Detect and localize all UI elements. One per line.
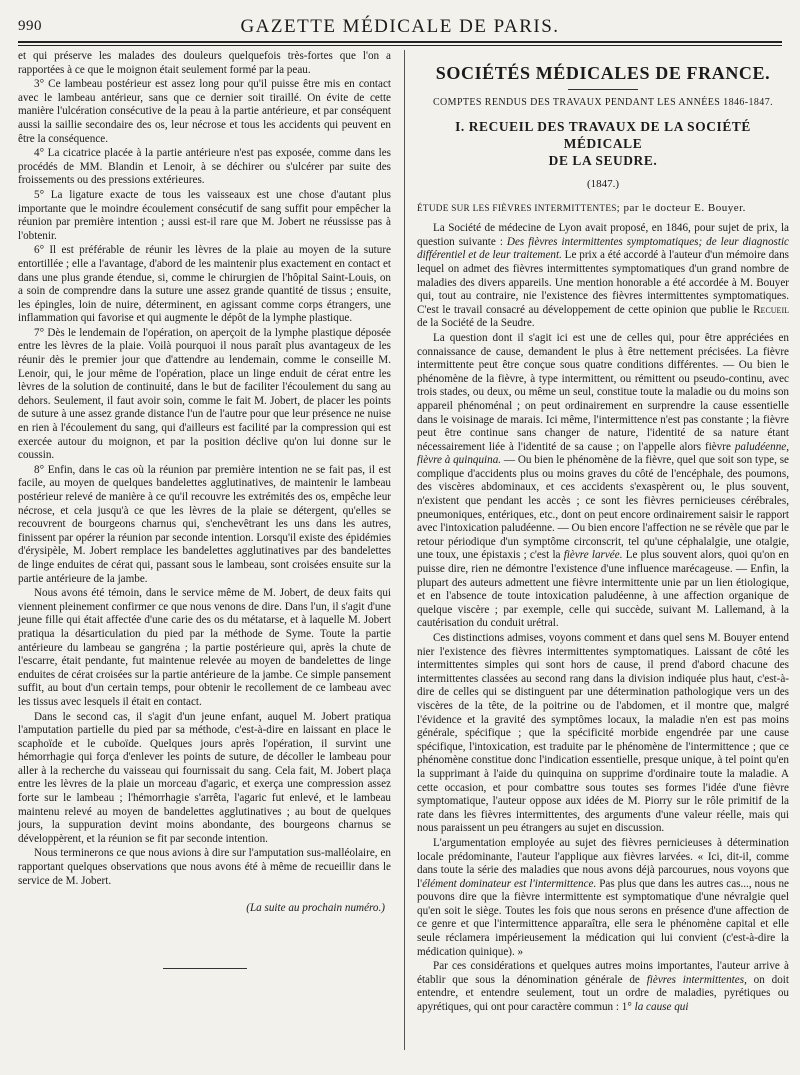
left-paragraph: Nous terminerons ce que nous avions à dire sur l'amputation sus-malléolaire, en rapportant quelques observations que nous avons été à même de recueillir dans le service de M. Jobert. bbox=[18, 847, 391, 887]
smallcaps-run: Recueil bbox=[753, 303, 789, 316]
header-rule-thin bbox=[18, 45, 782, 46]
emphasis-run: paludéenne, fièvre à quinquina. bbox=[417, 440, 789, 467]
section-heading: SOCIÉTÉS MÉDICALES DE FRANCE. bbox=[435, 63, 771, 83]
article-end-rule bbox=[163, 968, 247, 969]
header-rule-thick bbox=[18, 41, 782, 43]
text-run: , on doit entendre, et entendre seulement, tout un ordre de maladies, pyrétiques ou apyrétiques, qui ont pour caractère commun : 1° bbox=[417, 973, 789, 1014]
left-paragraph: Nous avons été témoin, dans le service même de M. Jobert, de deux faits qui viennent pleinement confirmer ce que nous venons de dire. Dans l'un, il s'agit d'une jeune fille qui était affectée d'une carie des os du métatarse, et à laquelle M. Jobert pratiqua la désarticulation du pied par la méthode de Syme. Toute la partie antérieure du lambeau se gangréna ; la partie postérieure qui, après la chute de l'escarre, était pendante, fut maintenue relevée au moyen de bandelettes de linge enduites de cérat croisées sur la partie antérieure de la jambe. Ce simple pansement suffit, au bout d'un certain temps, pour obtenir le recollement de ce lambeau avec les tissus avec lesquels il était en contact. bbox=[18, 587, 391, 708]
study-label: ÉTUDE SUR LES FIÈVRES INTERMITTENTES bbox=[417, 202, 617, 213]
right-paragraph bbox=[417, 332, 789, 631]
study-title bbox=[417, 202, 789, 216]
left-paragraph: 4° La cicatrice placée à la partie antérieure n'est pas exposée, comme dans les procédés de MM. Blandin et Lenoir, à se déchirer ou s'ulcérer par suite des froissements ou des pressions extérieures. bbox=[18, 147, 391, 187]
left-paragraph: 7° Dès le lendemain de l'opération, on aperçoit de la lymphe plastique déposée entre les lèvres de la plaie. Voilà pourquoi il nous paraît plus avantageux de les réunir dès le premier jour que d'attendre au lendemain, comme le conseille M. Lenoir, qui, le jour même de l'opération, place un linge enduit de cérat entre les lèvres de la solution de continuité, dans le but de faciliter l'écoulement du sang au dehors. Seulement, il faut avoir soin, comme le fait M. Jobert, de placer les points de suture à une assez grande distance l'un de l'autre pour que leur présence ne nuise en rien à l'écoulement du sang, qui d'ailleurs est facilité par la compression qui est exercée autour du moignon, et par la position déclive qu'on lui donne sur le coussin. bbox=[18, 326, 391, 462]
left-paragraph: 3° Ce lambeau postérieur est assez long pour qu'il puisse être mis en contact avec le lambeau antérieur, sans que ce dernier soit tiraillé. On évite de cette manière l'ulcération consécutive de la peau à la partie antérieure, et par conséquent aussi la saillie secondaire des os, leur nécrose et tous les accidents qui peuvent en être la conséquence. bbox=[18, 78, 391, 145]
right-column bbox=[417, 50, 789, 1015]
text-run: Le plus souvent alors, quoi qu'on en puisse dire, rien ne démontre l'existence d'une influence marécageuse. — Enfin, la plupart des auteurs admettent une fièvre intermittente unie par un lien étiologique, et en l'absence de toute intoxication paludéenne, à une affection organique de quelque viscère ; par exemple, celle qui succède, suivant M. Lallemand, à la cautérisation du conduit urétral. bbox=[417, 549, 789, 630]
continued-note: (La suite au prochain numéro.) bbox=[246, 902, 385, 915]
left-paragraph: Dans le second cas, il s'agit d'un jeune enfant, auquel M. Jobert pratiqua l'amputation partielle du pied par sa méthode, c'est-à-dire en laissant en place le scaphoïde et le cuboïde. Quelques jours après l'opération, il survint une hémorrhagie qui força d'enlever les points de suture, de décoller le lambeau pour aller à la recherche du vaisseau qui fournissait du sang. Cela fait, M. Jobert plaça entre les lèvres de la plaie un morceau d'agaric, et exerça une compression assez forte sur le lambeau ; l'hémorrhagie s'arrêta, l'agaric fut enlevé, et le lambeau maintenu relevé au moyen de bandelettes agglutinatives ; au bout de quelques jours, la suppuration devint moins abondante, des bourgeons charnus se développèrent, et la réunion se fit par seconde intention. bbox=[18, 710, 391, 845]
page-header bbox=[18, 14, 782, 40]
left-paragraph: et qui préserve les malades des douleurs quelquefois très-fortes que l'on a rapportées à ce que le moignon était seulement formé par la peau. bbox=[18, 50, 391, 76]
society-title bbox=[417, 118, 789, 169]
section-heading-rule bbox=[568, 89, 638, 90]
left-paragraph: 5° La ligature exacte de tous les vaisseaux est une chose d'autant plus importante que le moindre écoulement consécutif de sang suffit pour empêcher la réunion par première intention ; aussi est-il rare que M. Jobert ne réussisse pas à l'obtenir. bbox=[18, 188, 391, 242]
emphasis-run: la cause qui bbox=[634, 1001, 689, 1014]
society-title-line2: DE LA SEUDRE. bbox=[548, 153, 658, 168]
column-divider bbox=[404, 50, 405, 1050]
text-run: — Ou bien le phénomène de la fièvre, quel que soit son type, se complique d'accidents plus ou moins graves du côté de l'encéphale, des poumons, des viscères abdominaux, et ces accidents s'exaspèrent ou, le plus souvent, n'existent que pendant les accès ; ce sont les fièvres pernicieuses cérébrales, pneumoniques, entériques, etc., dont on peut encore ordinairement saisir le rapport avec l'intoxication paludéenne. — Ou bien encore l'affection ne se révèle que par le retour périodique d'un symptôme circonscrit, tel qu'une céphalalgie, une otalgie, une toux, une épistaxis ; c'est la bbox=[417, 454, 789, 562]
journal-title: GAZETTE MÉDICALE DE PARIS. bbox=[240, 16, 560, 37]
study-author: ; par le docteur E. Bouyer. bbox=[616, 201, 746, 214]
right-paragraph: Ces distinctions admises, voyons comment et dans quel sens M. Bouyer entend nier l'existence des fièvres intermittentes symptomatiques. Laissant de côté les intermittentes simples qui sont hors de cause, il prend d'abord chacune des intermittentes classées au second rang dans la division indiquée plus haut, c'est-à-dire de celles qui se distinguent par une détermination pathologique vers un des viscères de la tête, de la poitrine ou de l'abdomen, et il montre que, malgré l'évidence et la gravité des symptômes locaux, la maladie n'en est pas moins générale, spécifique ; que la spécificité morbide engendrée par une cause spécifique, l'intoxication, est traduite par le phénomène de l'intermittence ; que ce phénomène constitue donc l'indication essentielle, presque unique, à tel point qu'en la supprimant à l'aide du quinquina on supprime d'ordinaire toute la maladie. A cette occasion, et pour combattre sous toutes ses formes l'idée d'une fièvre symptomatique, l'auteur oppose aux idées de M. Piorry sur le rôle primitif de la rate dans les fièvres intermittentes, des arguments d'une valeur réelle, mais qui nous paraissent un peu étrangers au sujet en discussion. bbox=[417, 632, 789, 835]
text-run: de la Société de la Seudre. bbox=[417, 317, 535, 330]
right-paragraph bbox=[417, 837, 789, 959]
section-subheading: COMPTES RENDUS DES TRAVAUX PENDANT LES ANNÉES 1846-1847. bbox=[432, 97, 774, 108]
report-year: (1847.) bbox=[586, 178, 620, 190]
left-paragraph: 6° Il est préférable de réunir les lèvres de la plaie au moyen de la suture entortillée ; elle a l'avantage, d'abord de les maintenir plus exactement en contact et dans une plus grande étendue, si, comme le chirurgien de l'hôpital Saint-Louis, on a soin de comprendre dans la suture une assez grande quantité de tissus ; ensuite, les épingles, loin de nuire, déterminent, en agissant comme corps étrangers, une inflammation qui favorise et qui augmente le dépôt de la lymphe plastique. bbox=[18, 244, 391, 325]
left-column bbox=[18, 50, 391, 969]
society-title-line1: I. RECUEIL DES TRAVAUX DE LA SOCIÉTÉ MÉDICALE bbox=[455, 119, 751, 151]
left-paragraph: 8° Enfin, dans le cas où la réunion par première intention ne se fait pas, il est facile, au moyen de quelques bandelettes agglutinatives, de maintenir le lambeau postérieur relevé de manière à ce qu'il recouvre les extrémités des os, empêche leur nécrose, et cela jusqu'à ce que les lèvres de la plaie se détergent, qu'elles se recouvrent de bourgeons charnus qui, s'enchevêtrant les uns dans les autres, finissent par opérer la réunion par seconde intention. Lorsqu'il existe des épidémies d'érysipèle, M. Jobert remplace les bandelettes agglutinatives par des bandelettes de linge enduites de cérat qui, passant sous le lambeau, sont croisées ensuite sur la partie antérieure de la jambe. bbox=[18, 463, 391, 585]
text-run: La Société de médecine de Lyon avait proposé, en 1846, pour sujet de prix, la question suivante : bbox=[417, 222, 789, 248]
text-run: Par ces considérations et quelques autres moins importantes, l'auteur arrive à établir que sous la dénomination générale de bbox=[417, 960, 789, 986]
right-paragraph bbox=[417, 960, 789, 1014]
emphasis-run: fièvre larvée. bbox=[563, 549, 623, 562]
text-run: Le prix a été accordé à l'auteur d'un mémoire dans lequel on admet des fièvres intermittentes symptomatiques d'un grand nombre de maladies des divers appareils. Une mention honorable a été accordée à M. Bouyer qui, tout au contraire, nie l'existence des fièvres intermittentes symptomatiques. C'est le travail consacré au développement de cette opinion que publie le bbox=[417, 249, 789, 316]
emphasis-run: fièvres intermittentes bbox=[646, 973, 745, 986]
emphasis-run: Des fièvres intermittentes symptomatiques; de leur diagnostic différentiel et de leur traitement. bbox=[417, 235, 789, 262]
page-number: 990 bbox=[18, 18, 42, 34]
right-paragraph bbox=[417, 222, 789, 331]
text-run: L'argumentation employée au sujet des fièvres pernicieuses à détermination locale prédominante, l'auteur l'applique aux fièvres larvées. « Ici, dit-il, comme dans toute la série des maladies que nous avons déjà parcourues, nous voyons que l' bbox=[417, 836, 789, 890]
text-run: La question dont il s'agit ici est une de celles qui, pour être appréciées en connaissance de cause, demandent le plus à être nettement précisées. La fièvre intermittente peut être conçue sous quatre conditions différentes. — Ou bien le phénomène de la fièvre, à type intermittent, ou rémittent ou pseudo-continu, avec trois stades, ou deux, ou même un seul, constitue toute la maladie ou du moins son appareil phénoménal ; on peut ordinairement en surprendre la cause essentielle dans le voisinage de marais. Ici même, l'intermittence n'est pas constante ; la fièvre peut être continue sans changer de nature, l'identité de sa nature étant nécessairement liée à l'identité de sa cause ; on l'appelle alors fièvre bbox=[417, 331, 789, 453]
emphasis-run: élément dominateur est l'intermittence. bbox=[422, 877, 597, 890]
text-run: Pas plus que dans les autres cas..., nous ne pouvons dire que la fièvre intermittente est symptomatique d'une névralgie quel qu'en soit le siège. Toutes les fois que nous serons en présence d'une affection de ce genre et que l'intermittence apparaîtra, elle sera le phénomène capital et elle seule réclamera impérieusement la médication qui lui convient (c'est-à-dire la médication quinique). » bbox=[417, 877, 790, 958]
